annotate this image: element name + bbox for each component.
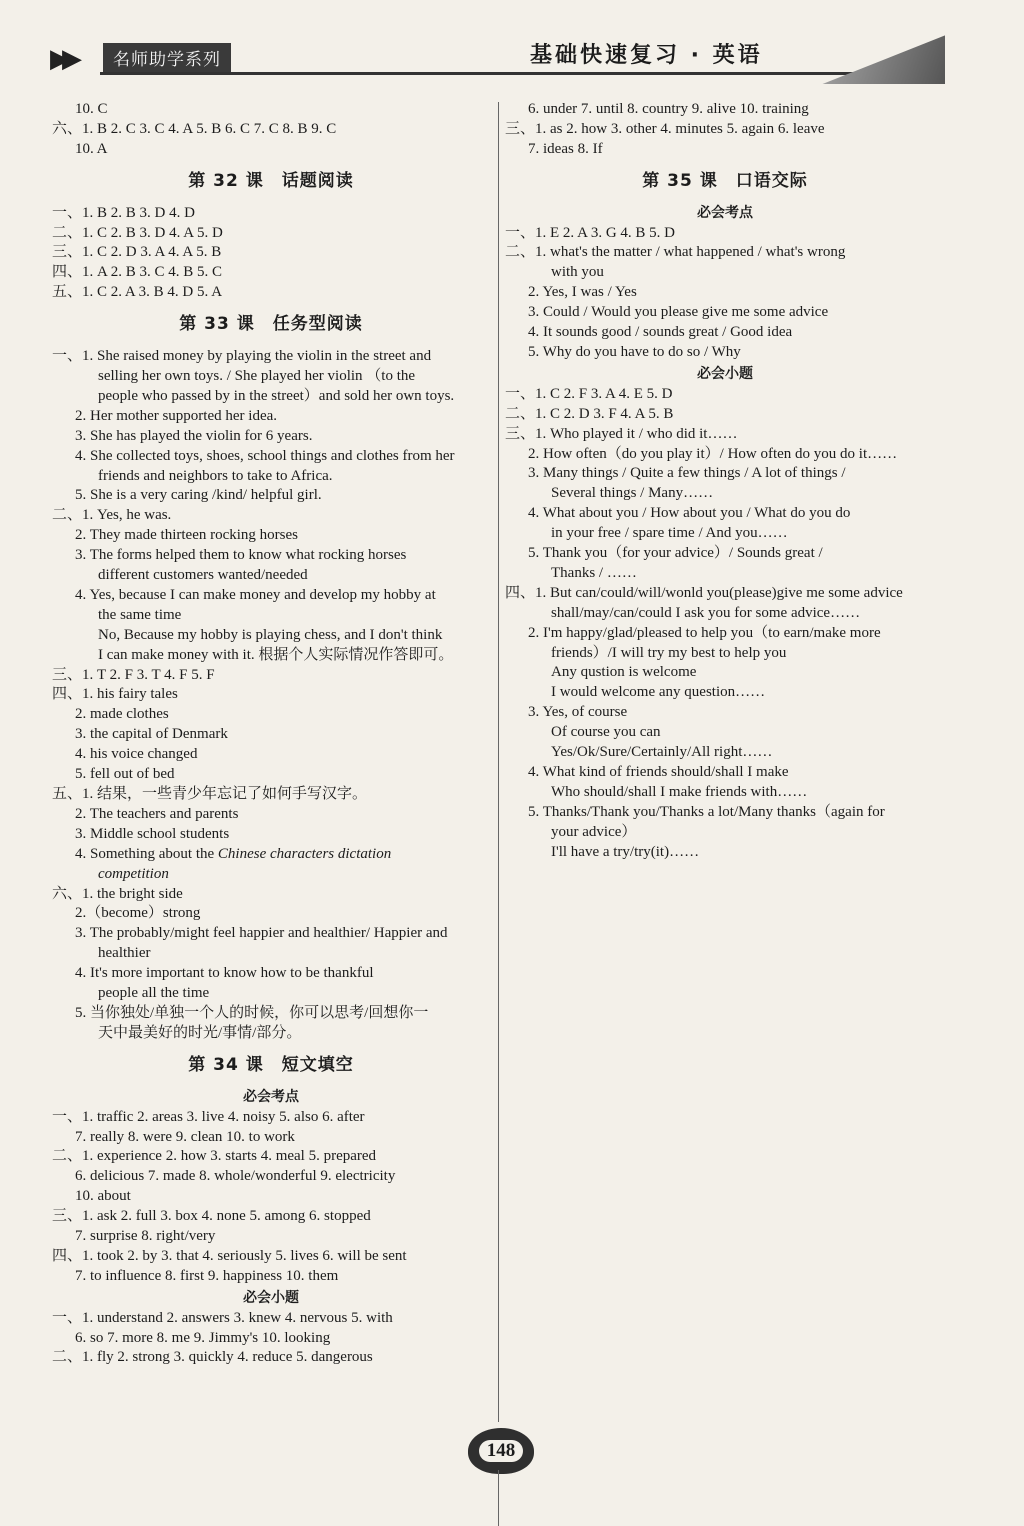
answer-line: 4. It sounds good / sounds great / Good idea [528, 324, 793, 341]
answer-line: with you [551, 264, 604, 281]
answer-line: 6. under 7. until 8. country 9. alive 10. training [528, 101, 809, 117]
answer-line: 一、1. E 2. A 3. G 4. B 5. D [505, 224, 676, 241]
answer-line: 三、1. as 2. how 3. other 4. minutes 5. again 6. leave [505, 120, 825, 137]
answer-line: 三、1. C 2. D 3. A 4. A 5. B [52, 244, 222, 261]
answer-line: I can make money with it. 根据个人实际情况作答即可。 [98, 646, 454, 663]
answer-line: healthier [98, 945, 151, 962]
left-column [52, 100, 490, 1368]
answer-line: Thanks / …… [551, 564, 637, 581]
answer-text: 4. Something about the [75, 845, 215, 862]
column-divider [498, 102, 499, 1422]
answer-line: 二、1. Yes, he was. [52, 507, 172, 524]
answer-line: people who passed by in the street）and sold her own toys. [98, 387, 455, 404]
header-decoration [770, 30, 945, 84]
answer-line: 3. She has played the violin for 6 years. [75, 427, 313, 444]
answer-line: 2. They made thirteen rocking horses [75, 527, 298, 544]
answer-line: people all the time [98, 985, 210, 1002]
answer-italic: Chinese characters dictation [217, 845, 392, 862]
answer-line: 4. his voice changed [75, 746, 198, 763]
answer-line: 六、1. B 2. C 3. C 4. A 5. B 6. C 7. C 8. B 9. C [52, 120, 337, 137]
answer-line: Of course you can [551, 724, 661, 741]
answer-line: 三、1. T 2. F 3. T 4. F 5. F [52, 666, 215, 683]
answer-line: selling her own toys. / She played her violin （to the [98, 367, 416, 384]
answer-line: 3. Yes, of course [528, 704, 628, 721]
answer-line: 五、1. C 2. A 3. B 4. D 5. A [52, 284, 223, 301]
answer-line: 7. really 8. were 9. clean 10. to work [75, 1128, 295, 1145]
answer-line: 3. the capital of Denmark [75, 726, 228, 743]
answer-line: different customers wanted/needed [98, 567, 308, 584]
answer-line: 二、1. experience 2. how 3. starts 4. meal 5. prepared [52, 1148, 377, 1165]
answer-line: 2. made clothes [75, 706, 169, 723]
right-column [505, 100, 945, 863]
answer-line: 一、1. She raised money by playing the violin in the street and [52, 348, 432, 365]
answer-line: 一、1. traffic 2. areas 3. live 4. noisy 5. also 6. after [52, 1108, 365, 1125]
answer-line: 三、1. Who played it / who did it…… [505, 425, 738, 442]
lesson-title: 第 34 课 短文填空 [188, 1054, 354, 1075]
answer-line: in your free / spare time / And you…… [551, 525, 788, 542]
section-subtitle: 必会小题 [697, 365, 753, 382]
lesson-title: 第 33 课 任务型阅读 [179, 314, 363, 335]
header-rule [100, 72, 860, 75]
section-subtitle: 必会小题 [243, 1289, 299, 1306]
answer-line: No, Because my hobby is playing chess, and I don't think [98, 626, 443, 643]
answer-line: 7. ideas 8. If [528, 140, 603, 157]
answer-line: 天中最美好的时光/事情/部分。 [98, 1024, 302, 1041]
answer-line: Any qustion is welcome [551, 664, 697, 681]
answer-line: 2. How often（do you play it）/ How often do you do it…… [528, 445, 898, 462]
answer-line: 10. A [75, 140, 108, 157]
answer-line: 10. C [75, 101, 108, 117]
answer-line: I'll have a try/try(it)…… [551, 843, 700, 860]
answer-line: 3. Middle school students [75, 825, 230, 842]
answer-line [52, 845, 490, 865]
answer-line: 3. Many things / Quite a few things / A lot of things / [528, 465, 846, 482]
page-number-badge [468, 1428, 534, 1474]
lesson-title: 第 35 课 口语交际 [642, 170, 808, 191]
section-subtitle: 必会考点 [697, 204, 753, 221]
series-label: 名师助学系列 [103, 43, 231, 72]
answer-line: 5. 当你独处/单独一个人的时候，你可以思考/回想你一 [75, 1004, 429, 1021]
answer-line: 3. The forms helped them to know what rocking horses [75, 547, 407, 564]
answer-line: 四、1. A 2. B 3. C 4. B 5. C [52, 264, 223, 281]
answer-line: 5. She is a very caring /kind/ helpful girl. [75, 487, 322, 504]
answer-line: 5. fell out of bed [75, 766, 175, 783]
double-arrow-icon: ▶▶ [50, 44, 74, 74]
answer-line: 5. Thanks/Thank you/Thanks a lot/Many thanks（again for [528, 803, 885, 820]
answer-line: 一、1. C 2. F 3. A 4. E 5. D [505, 385, 673, 402]
answer-line: 一、1. B 2. B 3. D 4. D [52, 204, 195, 221]
answer-line: 2. I'm happy/glad/pleased to help you（to earn/make more [528, 624, 881, 641]
answer-line: friends）/I will try my best to help you [551, 644, 787, 661]
answer-line: 六、1. the bright side [52, 885, 183, 902]
answer-line: 二、1. C 2. D 3. F 4. A 5. B [505, 405, 674, 422]
answer-line: 二、1. what's the matter / what happened / what's wrong [505, 244, 846, 261]
answer-line: 7. surprise 8. right/very [75, 1228, 216, 1245]
answer-line: 5. Why do you have to do so / Why [528, 343, 741, 360]
answer-line: I would welcome any question…… [551, 684, 766, 701]
section-subtitle: 必会考点 [243, 1088, 299, 1105]
answer-line: 一、1. understand 2. answers 3. knew 4. nervous 5. with [52, 1309, 393, 1326]
answer-line: 五、1. 结果，一些青少年忘记了如何手写汉字。 [52, 786, 368, 802]
answer-line: Yes/Ok/Sure/Certainly/All right…… [551, 744, 773, 761]
answer-line: 二、1. C 2. B 3. D 4. A 5. D [52, 224, 223, 241]
answer-line: 三、1. ask 2. full 3. box 4. none 5. among 6. stopped [52, 1208, 371, 1225]
answer-line: 四、1. took 2. by 3. that 4. seriously 5. lives 6. will be sent [52, 1247, 407, 1264]
answer-line: shall/may/can/could I ask you for some advice…… [551, 604, 861, 621]
answer-line: 10. about [75, 1188, 131, 1205]
answer-line: 4. What about you / How about you / What do you do [528, 505, 851, 522]
footer-divider [498, 1470, 499, 1526]
answer-line: the same time [98, 606, 182, 623]
answer-line: 4. What kind of friends should/shall I make [528, 764, 789, 780]
page-number: 148 [479, 1440, 524, 1462]
answer-line: 2.（become）strong [75, 905, 201, 922]
answer-line: friends and neighbors to take to Africa. [98, 467, 333, 484]
answer-line: 2. Her mother supported her idea. [75, 407, 278, 424]
answer-line: 四、1. his fairy tales [52, 686, 178, 703]
answer-line: 6. delicious 7. made 8. whole/wonderful 9. electricity [75, 1168, 396, 1185]
answer-line: 4. Yes, because I can make money and develop my hobby at [75, 586, 436, 603]
page-header [0, 0, 1024, 90]
answer-line: 6. so 7. more 8. me 9. Jimmy's 10. looking [75, 1329, 331, 1346]
answer-line [52, 865, 490, 885]
answer-line: 四、1. But can/could/will/wonld you(please)give me some advice [505, 584, 903, 601]
answer-line: 2. The teachers and parents [75, 805, 239, 822]
answer-line: 3. The probably/might feel happier and healthier/ Happier and [75, 925, 448, 942]
book-title: 基础快速复习 · 英语 [530, 43, 763, 68]
answer-italic: competition [98, 865, 169, 882]
answer-line: 二、1. fly 2. strong 3. quickly 4. reduce 5. dangerous [52, 1349, 373, 1366]
answer-line: 4. She collected toys, shoes, school things and clothes from her [75, 447, 455, 464]
answer-line: 5. Thank you（for your advice）/ Sounds great / [528, 545, 823, 562]
answer-line: Who should/shall I make friends with…… [551, 783, 808, 800]
answer-line: 2. Yes, I was / Yes [528, 284, 637, 301]
answer-line: 3. Could / Would you please give me some advice [528, 304, 829, 321]
answer-line: 7. to influence 8. first 9. happiness 10. them [75, 1267, 339, 1284]
answer-line: your advice） [551, 823, 637, 840]
answer-line: 4. It's more important to know how to be thankful [75, 965, 374, 982]
lesson-title: 第 32 课 话题阅读 [188, 170, 354, 191]
answer-line: Several things / Many…… [551, 485, 714, 502]
